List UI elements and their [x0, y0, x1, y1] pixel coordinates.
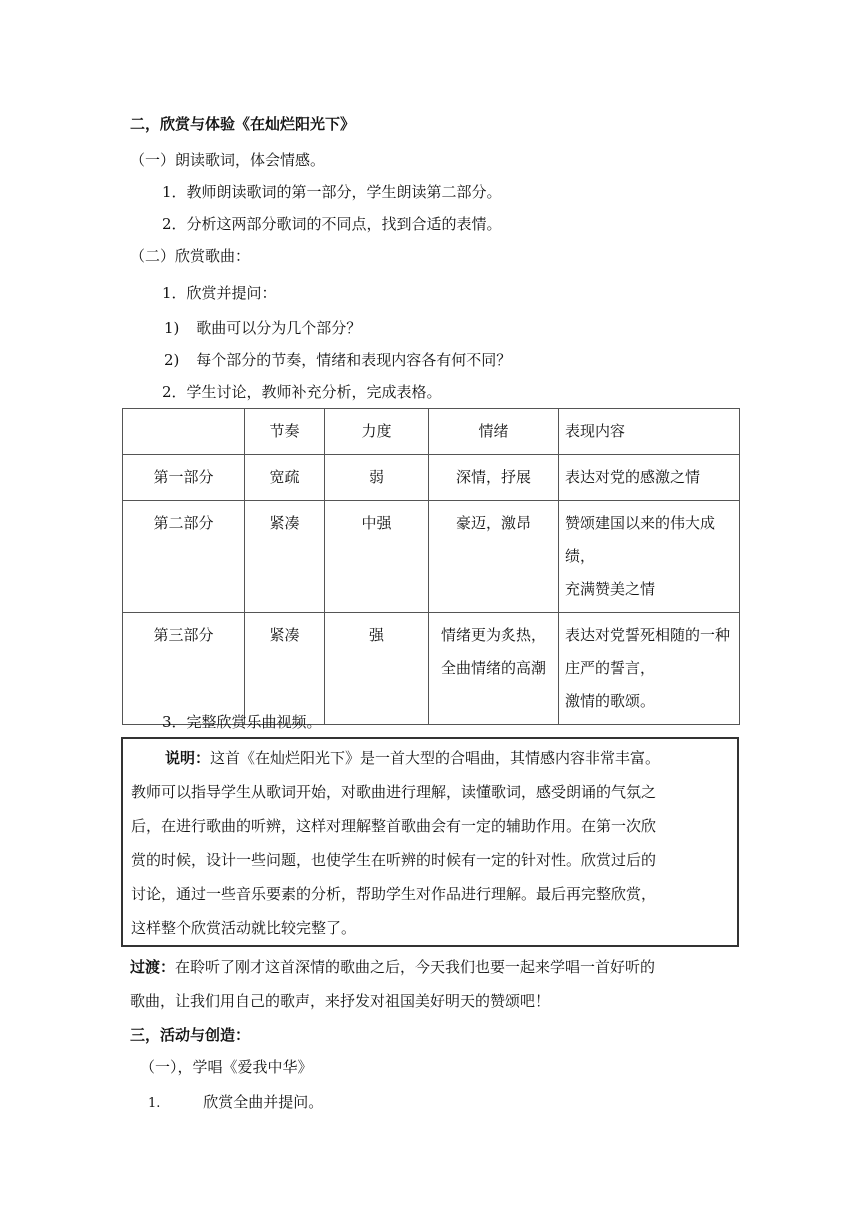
table-cell-dynamics: 强	[325, 613, 429, 725]
item-text: 欣赏全曲并提问。	[203, 1093, 324, 1111]
table-header-cell	[123, 409, 245, 455]
transition-label: 过渡：	[130, 958, 176, 976]
table-row	[123, 455, 740, 501]
table-cell-part: 第二部分	[123, 501, 245, 613]
table-cell-part: 第一部分	[123, 455, 245, 501]
cell-text: 充满赞美之情	[565, 580, 656, 598]
section2-sub2-item3: 3．完整欣赏乐曲视频。	[162, 713, 322, 731]
table-cell-rhythm: 宽疏	[245, 455, 325, 501]
cell-text: 赞颂建国以来的伟大成绩，	[565, 514, 716, 565]
table-cell-rhythm: 紧凑	[245, 501, 325, 613]
note-text: 这首《在灿烂阳光下》是一首大型的合唱曲，其情感内容非常丰富。	[210, 749, 661, 767]
table-header-cell: 力度	[325, 409, 429, 455]
table-cell-emotion: 豪迈，激昂	[429, 501, 559, 613]
table-cell-emotion	[429, 613, 559, 725]
note-line: 教师可以指导学生从歌词开始，对歌曲进行理解，读懂歌词，感受朗诵的气氛之	[131, 783, 657, 801]
analysis-table	[122, 408, 740, 725]
table-row	[123, 613, 740, 725]
transition-line	[130, 957, 655, 977]
question-number: 2)	[164, 351, 180, 369]
question-text: 每个部分的节奏，情绪和表现内容各有何不同？	[196, 351, 512, 369]
table-cell-dynamics: 中强	[325, 501, 429, 613]
table-cell-emotion: 深情，抒展	[429, 455, 559, 501]
section3-sub1: （一），学唱《爱我中华》	[140, 1058, 313, 1076]
question-text: 歌曲可以分为几个部分？	[196, 319, 362, 337]
table-header-cell: 情绪	[429, 409, 559, 455]
transition-text: 在聆听了刚才这首深情的歌曲之后，今天我们也要一起来学唱一首好听的	[175, 958, 656, 976]
table-cell-dynamics: 弱	[325, 455, 429, 501]
item-number: 1.	[148, 1096, 161, 1111]
question-2	[164, 350, 511, 370]
section2-sub2-item1: 1．欣赏并提问：	[162, 284, 277, 302]
note-label: 说明：	[165, 749, 211, 767]
section2-heading: 二，欣赏与体验《在灿烂阳光下》	[130, 115, 356, 133]
note-line: 这样整个欣赏活动就比较完整了。	[131, 919, 357, 937]
cell-text: 情绪更为炙热，	[440, 626, 546, 644]
cell-text: 激情的歌颂。	[565, 692, 656, 710]
note-line: 讨论，通过一些音乐要素的分析，帮助学生对作品进行理解。最后再完整欣赏，	[131, 885, 657, 903]
cell-text: 全曲情绪的高潮	[440, 659, 546, 677]
table-cell-content	[559, 501, 740, 613]
transition-line-2: 歌曲，让我们用自己的歌声，来抒发对祖国美好明天的赞颂吧！	[130, 992, 551, 1010]
note-line: 后，在进行歌曲的听辨，这样对理解整首歌曲会有一定的辅助作用。在第一次欣	[131, 817, 657, 835]
section2-sub2-item2: 2．学生讨论，教师补充分析，完成表格。	[162, 383, 442, 401]
table-cell-rhythm: 紧凑	[245, 613, 325, 725]
table-header-cell: 节奏	[245, 409, 325, 455]
section2-sub1: （一）朗读歌词，体会情感。	[130, 151, 326, 169]
table-header-row	[123, 409, 740, 455]
section2-sub1-item1: 1．教师朗读歌词的第一部分，学生朗读第二部分。	[162, 183, 502, 201]
section3-item1	[148, 1092, 323, 1114]
section2-sub1-item2: 2．分析这两部分歌词的不同点，找到合适的表情。	[162, 215, 502, 233]
question-1	[164, 318, 361, 338]
table-header-cell: 表现内容	[559, 409, 740, 455]
question-number: 1)	[164, 319, 180, 337]
section2-sub2: （二）欣赏歌曲：	[130, 247, 251, 265]
cell-text: 表达对党誓死相随的一种庄严的誓言，	[565, 626, 731, 677]
table-row	[123, 501, 740, 613]
table-cell-part: 第三部分	[123, 613, 245, 725]
note-line: 赏的时候，设计一些问题，也使学生在听辨的时候有一定的针对性。欣赏过后的	[131, 851, 657, 869]
note-box	[121, 737, 739, 947]
note-line	[165, 748, 660, 768]
table-cell-content	[559, 613, 740, 725]
table-cell-content: 表达对党的感激之情	[559, 455, 740, 501]
section3-heading: 三，活动与创造：	[130, 1026, 251, 1044]
